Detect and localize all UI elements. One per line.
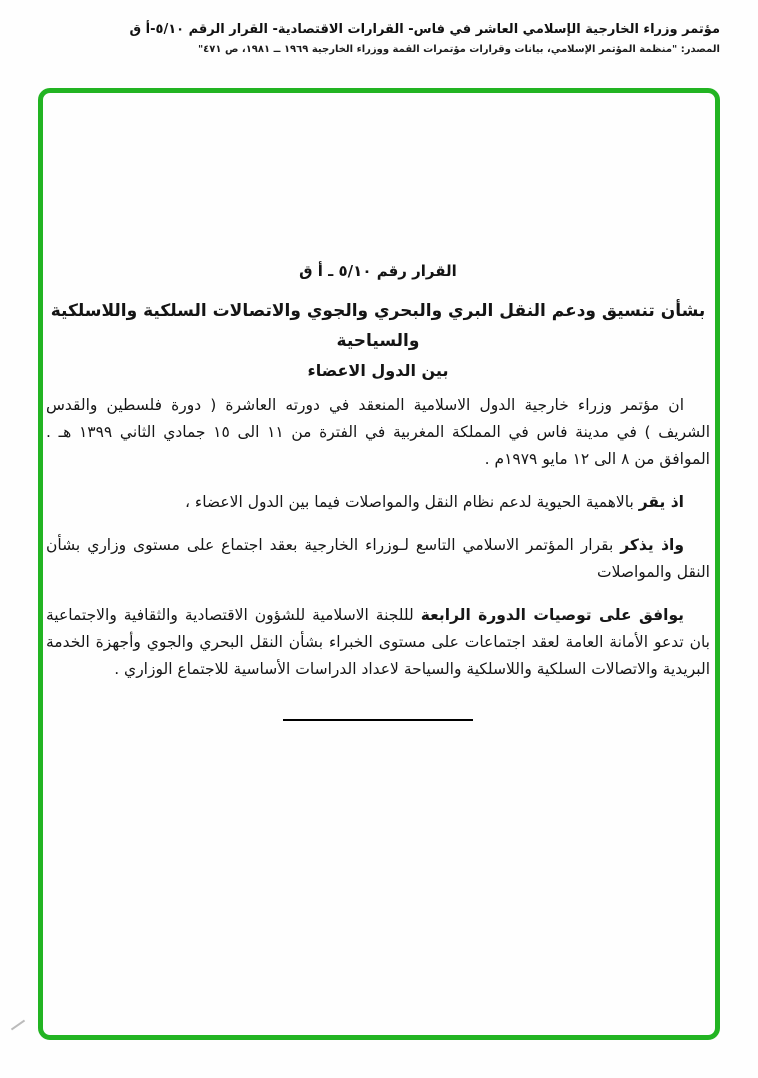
- paragraph-recall-text: بقرار المؤتمر الاسلامي التاسع لـوزراء الخارجية بعقد اجتماع على مستوى وزاري بشأن النقل والمواصلات: [46, 536, 710, 581]
- paragraph-preamble: [46, 392, 710, 473]
- resolution-subject-line1: بشأن تنسيق ودعم النقل البري والبحري والجوي والاتصالات السلكية واللاسلكية والسياحية: [50, 301, 706, 351]
- document-body: [46, 262, 710, 721]
- resolution-subject: [46, 296, 710, 386]
- paragraph-acknowledge-text: بالاهمية الحيوية لدعم نظام النقل والمواصلات فيما بين الدول الاعضاء ،: [184, 493, 639, 511]
- header-title-line: مؤتمر وزراء الخارجية الإسلامي العاشر في فاس- القرارات الاقتصادية- القرار الرقم ٥/١٠-أ ق: [129, 22, 720, 37]
- paragraph-preamble-text: ان مؤتمر وزراء خارجية الدول الاسلامية المنعقد في دورته العاشرة ( دورة فلسطين والقدس الشريف ) في مدينة فاس في المملكة المغربية في الفترة من ١١ الى ١٥ جمادي الثاني ١٣٩٩ هـ . الموافق من ٨ الى ١٢ مايو ١٩٧٩م .: [46, 396, 711, 468]
- scan-artifact-mark: [11, 1020, 25, 1031]
- end-separator-line: [283, 719, 473, 721]
- header-source-line: المصدر: "منظمة المؤتمر الإسلامي، بيانات وقرارات مؤتمرات القمة ووزراء الخارجية ١٩٦٩ ــ ١٩٨١، ص ٤٧١": [197, 44, 720, 55]
- resolution-number-title: القرار رقم ٥/١٠ ـ أ ق: [299, 262, 457, 280]
- paragraph-approve-text: لللجنة الاسلامية للشؤون الاقتصادية والثقافية والاجتماعية بان تدعو الأمانة العامة لعقد اجتماعات على مستوى الخبراء بشأن النقل البحري والجوي وأجهزة الخدمة البريدية والاتصالات السلكية واللاسلكية والسياحة لاعداد الدراسات الأساسية للاجتماع الوزاري .: [46, 606, 710, 678]
- paragraph-recall-lead: واذ يذكر: [620, 536, 684, 554]
- paragraph-approve: [46, 602, 710, 683]
- paragraph-recall: [46, 532, 710, 586]
- paragraph-acknowledge-lead: اذ يقر: [638, 493, 684, 511]
- paragraph-acknowledge: [46, 489, 710, 516]
- paragraph-approve-lead: يوافق على توصيات الدورة الرابعة: [420, 606, 684, 624]
- resolution-subject-line2: بين الدول الاعضاء: [307, 361, 449, 380]
- document-header: [38, 22, 720, 55]
